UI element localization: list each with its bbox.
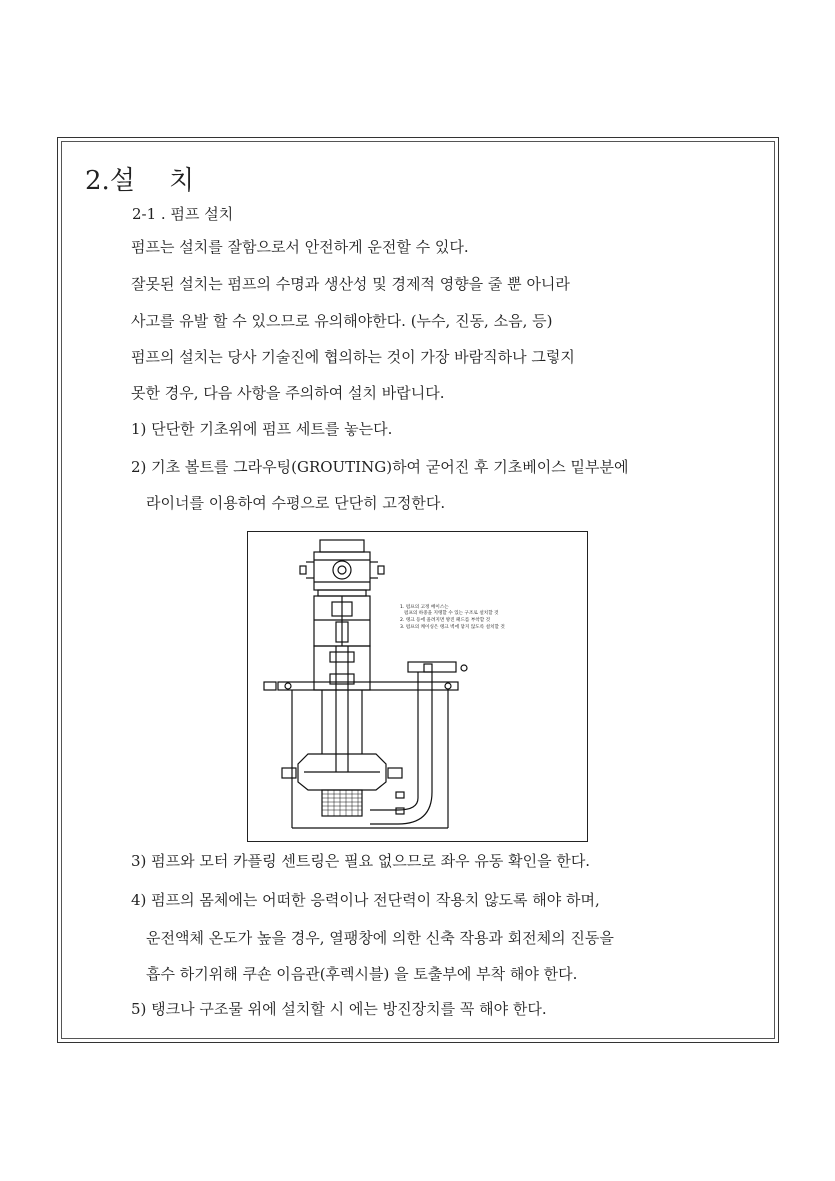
section-heading xyxy=(85,160,194,197)
diagram-note: 1. 펌프의 고정 베이스는 xyxy=(400,605,449,610)
subsection-heading: 2-1 . 펌프 설치 xyxy=(132,205,234,223)
paragraph-line: 사고를 유발 할 수 있으므로 유의해야한다. (누수, 진동, 소음, 등) xyxy=(131,312,553,330)
step-4-line-1: 4) 펌프의 몸체에는 어떠한 응력이나 전단력이 작용치 않도록 해야 하며, xyxy=(131,891,600,909)
section-title-part1: 설 xyxy=(109,166,135,196)
step-3: 3) 펌프와 모터 카플링 센트링은 필요 없으므로 좌우 유동 확인을 한다. xyxy=(131,852,591,870)
motor-body xyxy=(314,552,370,590)
step-2-line-1: 2) 기초 볼트를 그라우팅(GROUTING)하여 굳어진 후 기초베이스 밑부분에 xyxy=(131,458,629,476)
section-title-part2: 치 xyxy=(168,166,195,196)
paragraph-line: 펌프의 설치는 당사 기술진에 협의하는 것이 가장 바람직하나 그렇지 xyxy=(131,348,575,366)
pump-drawing-svg xyxy=(248,532,586,840)
motor-fan-circle xyxy=(333,561,351,579)
step-4-line-2: 운전액체 온도가 높을 경우, 열팽창에 의한 신축 작용과 회전체의 진동을 xyxy=(146,929,614,947)
section-number: 2. xyxy=(85,166,110,196)
diagram-note: 3. 펌프의 케이싱은 탱크 벽에 닿지 않도록 설치할 것 xyxy=(400,625,505,630)
tank-top-plate xyxy=(278,682,458,690)
paragraph-line: 잘못된 설치는 펌프의 수명과 생산성 및 경제적 영향을 줄 뿐 아니라 xyxy=(131,275,570,293)
step-1: 1) 단단한 기초위에 펌프 세트를 놓는다. xyxy=(131,420,393,438)
motor-flange xyxy=(318,590,366,596)
motor-top-cap xyxy=(320,540,364,552)
step-4-line-3: 흡수 하기위해 쿠숀 이음관(후렉시블) 을 토출부에 부착 해야 한다. xyxy=(146,965,578,983)
diagram-note: 2. 탱크 등에 올려지면 방진 패드를 부착할 것 xyxy=(400,618,491,623)
paragraph-line: 펌프는 설치를 잘함으로서 안전하게 운전할 수 있다. xyxy=(131,238,469,256)
diagram-note: 펌프의 하중을 지탱할 수 있는 구조로 설치할 것 xyxy=(404,611,499,616)
pump-installation-diagram xyxy=(247,531,588,842)
step-5: 5) 탱크나 구조물 위에 설치할 시 에는 방진장치를 꼭 해야 한다. xyxy=(131,1000,547,1018)
paragraph-line: 못한 경우, 다음 사항을 주의하여 설치 바랍니다. xyxy=(131,384,445,402)
step-2-line-2: 라이너를 이용하여 수평으로 단단히 고정한다. xyxy=(146,494,446,512)
